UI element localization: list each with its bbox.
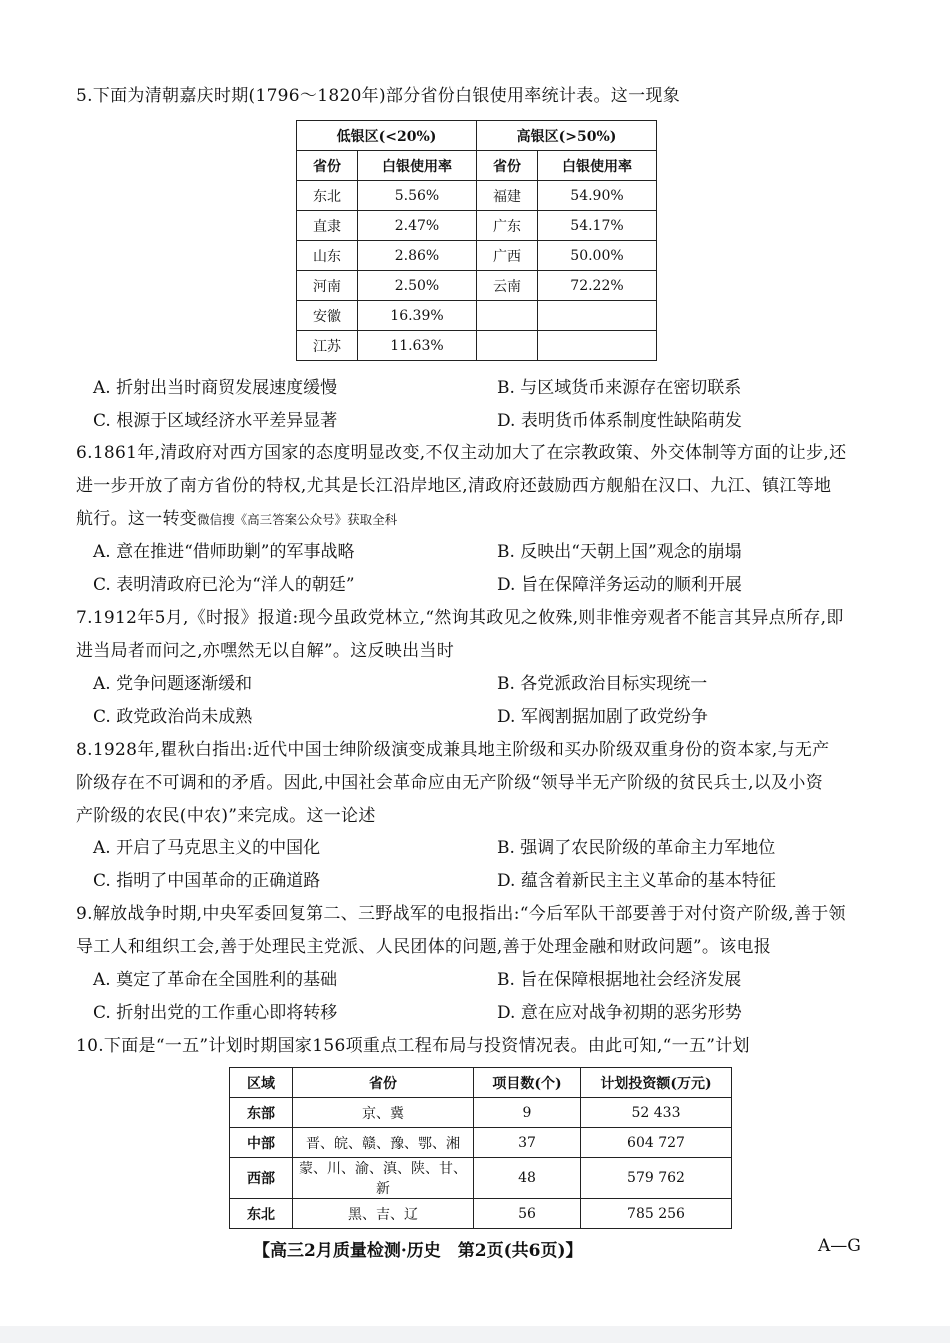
table-row [230, 1098, 732, 1128]
bottom-band [0, 1326, 950, 1343]
q9-line: 导工人和组织工会,善于处理民主党派、人民团体的问题,善于处理金融和财政问题”。该电报 [76, 937, 772, 957]
cell-region: 中部 [230, 1128, 293, 1158]
q5-col-province: 省份 [477, 151, 538, 181]
cell-rate: 54.90% [538, 181, 657, 211]
table-row [297, 211, 657, 241]
cell-rate: 5.56% [358, 181, 477, 211]
q6-line: 进一步开放了南方省份的特权,尤其是长江沿岸地区,清政府还鼓励西方舰船在汉口、九江、镇江等地 [76, 476, 832, 496]
q9-option-c: C. 折射出党的工作重心即将转移 [93, 1003, 338, 1023]
table-row [297, 331, 657, 361]
q6-line: 6.1861年,清政府对西方国家的态度明显改变,不仅主动加大了在宗教政策、外交体制等方面的让步,还 [76, 443, 847, 463]
footer-title: 【高三2月质量检测·历史 第2页(共6页)】 [253, 1241, 583, 1261]
q5-col-rate: 白银使用率 [538, 151, 657, 181]
cell-count: 48 [474, 1158, 581, 1199]
cell-rate: 11.63% [358, 331, 477, 361]
q5-option-d: D. 表明货币体系制度性缺陷萌发 [497, 411, 742, 431]
cell-province: 福建 [477, 181, 538, 211]
q8-option-b: B. 强调了农民阶级的革命主力军地位 [497, 838, 776, 858]
paper-code: A—G [818, 1236, 861, 1256]
q9-option-d: D. 意在应对战争初期的恶劣形势 [497, 1003, 742, 1023]
table-row [297, 181, 657, 211]
q7-option-c: C. 政党政治尚未成熟 [93, 707, 253, 727]
q6-stem [76, 437, 866, 536]
cell-rate [538, 301, 657, 331]
q9-option-a: A. 奠定了革命在全国胜利的基础 [93, 970, 338, 990]
q5-col-rate: 白银使用率 [358, 151, 477, 181]
table-row [297, 241, 657, 271]
cell-province [477, 331, 538, 361]
q10-col-region: 区域 [230, 1068, 293, 1098]
q8-option-c: C. 指明了中国革命的正确道路 [93, 871, 321, 891]
cell-provinces: 京、冀 [293, 1098, 474, 1128]
table-row [230, 1158, 732, 1199]
q5-silver-table [296, 120, 657, 361]
cell-rate: 2.47% [358, 211, 477, 241]
q5-high-header: 高银区(>50%) [477, 121, 657, 151]
cell-province [477, 301, 538, 331]
cell-province: 广西 [477, 241, 538, 271]
table-row [297, 271, 657, 301]
q10-stem: 10.下面是“一五”计划时期国家156项重点工程布局与投资情况表。由此可知,“一五”计划 [76, 1036, 750, 1056]
cell-rate: 50.00% [538, 241, 657, 271]
q9-line: 9.解放战争时期,中央军委回复第二、三野战军的电报指出:“今后军队干部要善于对付资产阶级,善于领 [76, 904, 846, 924]
q6-option-c: C. 表明清政府已沦为“洋人的朝廷” [93, 575, 355, 595]
cell-province: 山东 [297, 241, 358, 271]
cell-invest: 604 727 [581, 1128, 732, 1158]
cell-province: 安徽 [297, 301, 358, 331]
cell-invest: 579 762 [581, 1158, 732, 1199]
q7-stem [76, 602, 866, 668]
q6-option-a: A. 意在推进“借师助剿”的军事战略 [93, 542, 355, 562]
q8-line: 阶级存在不可调和的矛盾。因此,中国社会革命应由无产阶级“领导半无产阶级的贫民兵士,以及小资 [76, 773, 823, 793]
table-row [230, 1199, 732, 1229]
q10-col-count: 项目数(个) [474, 1068, 581, 1098]
cell-region: 东部 [230, 1098, 293, 1128]
cell-region: 东北 [230, 1199, 293, 1229]
q7-option-d: D. 军阀割据加剧了政党纷争 [497, 707, 708, 727]
q5-stem: 5.下面为清朝嘉庆时期(1796～1820年)部分省份白银使用率统计表。这一现象 [76, 86, 681, 106]
q8-option-d: D. 蕴含着新民主主义革命的基本特征 [497, 871, 776, 891]
cell-rate [538, 331, 657, 361]
cell-rate: 72.22% [538, 271, 657, 301]
cell-provinces: 蒙、川、渝、滇、陕、甘、新 [293, 1158, 474, 1199]
q9-option-b: B. 旨在保障根据地社会经济发展 [497, 970, 742, 990]
cell-rate: 2.86% [358, 241, 477, 271]
cell-count: 9 [474, 1098, 581, 1128]
q7-option-b: B. 各党派政治目标实现统一 [497, 674, 708, 694]
q5-low-header: 低银区(<20%) [297, 121, 477, 151]
cell-invest: 785 256 [581, 1199, 732, 1229]
cell-invest: 52 433 [581, 1098, 732, 1128]
q7-line: 进当局者而问之,亦嘿然无以自解”。这反映出当时 [76, 641, 454, 661]
table-row [230, 1128, 732, 1158]
q10-projects-table [229, 1067, 732, 1229]
cell-region: 西部 [230, 1158, 293, 1199]
q5-col-province: 省份 [297, 151, 358, 181]
cell-count: 37 [474, 1128, 581, 1158]
q8-line: 产阶级的农民(中农)”来完成。这一论述 [76, 806, 376, 826]
q8-option-a: A. 开启了马克思主义的中国化 [93, 838, 321, 858]
q10-col-invest: 计划投资额(万元) [581, 1068, 732, 1098]
q6-option-d: D. 旨在保障洋务运动的顺利开展 [497, 575, 742, 595]
page-footer [0, 1236, 950, 1260]
watermark-note: 微信搜《高三答案公众号》获取全科 [197, 512, 398, 527]
cell-rate: 16.39% [358, 301, 477, 331]
cell-province: 东北 [297, 181, 358, 211]
cell-rate: 54.17% [538, 211, 657, 241]
cell-count: 56 [474, 1199, 581, 1229]
cell-provinces: 晋、皖、赣、豫、鄂、湘 [293, 1128, 474, 1158]
q7-line: 7.1912年5月,《时报》报道:现今虽政党林立,“然询其政见之攸殊,则非惟旁观者不能言其异点所存,即 [76, 608, 844, 628]
table-row [297, 301, 657, 331]
q9-stem [76, 898, 866, 964]
q5-option-a: A. 折射出当时商贸发展速度缓慢 [93, 378, 338, 398]
q10-col-provinces: 省份 [293, 1068, 474, 1098]
q8-line: 8.1928年,瞿秋白指出:近代中国士绅阶级演变成兼具地主阶级和买办阶级双重身份的资本家,与无产 [76, 740, 830, 760]
cell-provinces: 黑、吉、辽 [293, 1199, 474, 1229]
q8-stem [76, 734, 866, 833]
q6-option-b: B. 反映出“天朝上国”观念的崩塌 [497, 542, 742, 562]
cell-province: 直隶 [297, 211, 358, 241]
q7-option-a: A. 党争问题逐渐缓和 [93, 674, 253, 694]
q5-option-c: C. 根源于区域经济水平差异显著 [93, 411, 338, 431]
cell-province: 广东 [477, 211, 538, 241]
cell-province: 河南 [297, 271, 358, 301]
cell-province: 江苏 [297, 331, 358, 361]
q6-line: 航行。这一转变微信搜《高三答案公众号》获取全科 [76, 509, 398, 529]
cell-rate: 2.50% [358, 271, 477, 301]
cell-province: 云南 [477, 271, 538, 301]
q5-option-b: B. 与区域货币来源存在密切联系 [497, 378, 742, 398]
